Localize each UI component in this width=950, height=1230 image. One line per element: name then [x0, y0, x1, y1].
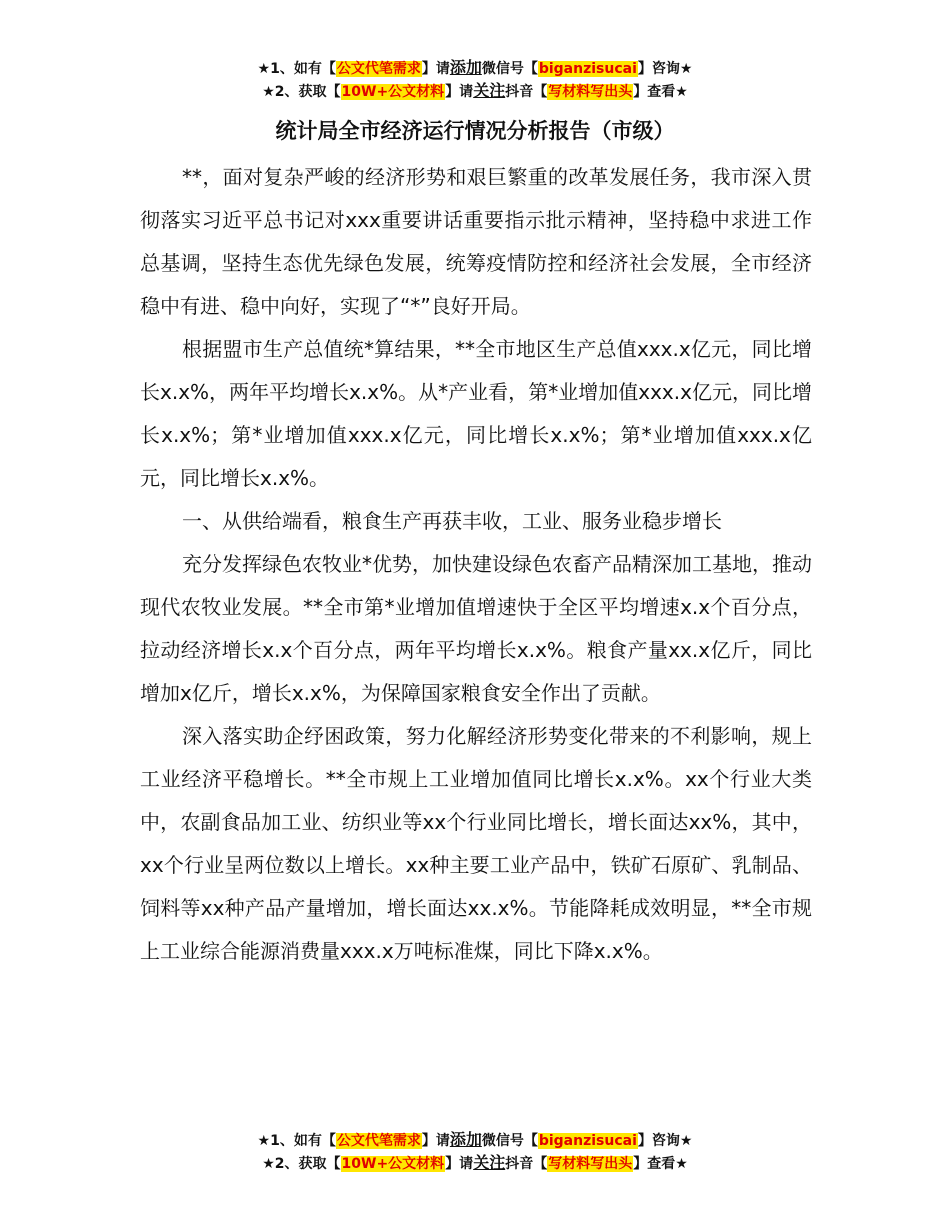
- promo-text: 】请: [445, 1156, 474, 1172]
- promo-line-1: [0, 57, 950, 80]
- document-title: 统计局全市经济运行情况分析报告（市级）: [275, 119, 675, 143]
- paragraph-industry: 深入落实助企纾困政策，努力化解经济形势变化带来的不利影响，规上工业经济平稳增长。**全市规上工业增加值同比增长x.x%。xx个行业大类中，农副食品加工业、纺织业等xx个行业同比增长，增长面达xx%，其中，xx个行业呈两位数以上增长。xx种主要工业产品中，铁矿石原矿、乳制品、饲料等xx种产品产量增加，增长面达xx.x%。节能降耗成效明显，**全市规上工业综合能源消费量xxx.x万吨标准煤，同比下降x.x%。: [140, 724, 812, 963]
- promo-text: ★2、获取【: [262, 1156, 341, 1172]
- paragraph-gdp: 根据盟市生产总值统*算结果，**全市地区生产总值xxx.x亿元，同比增长x.x%，两年平均增长x.x%。从*产业看，第*业增加值xxx.x亿元，同比增长x.x%；第*业增加值xxx.x亿元，同比增长x.x%；第*业增加值xxx.x亿元，同比增长x.x%。: [140, 337, 812, 490]
- promo-text: 】请: [421, 61, 450, 77]
- paragraph-intro: **，面对复杂严峻的经济形势和艰巨繁重的改革发展任务，我市深入贯彻落实习近平总书记对xxx重要讲话重要指示批示精神，坚持稳中求进工作总基调，坚持生态优先绿色发展，统筹疫情防控和经济社会发展，全市经济稳中有进、稳中向好，实现了“*”良好开局。: [140, 165, 812, 318]
- promo-highlight: 公文代笔需求: [336, 61, 421, 77]
- promo-underline-text: 关注: [473, 1153, 506, 1172]
- promo-text: 】咨询★: [637, 61, 693, 77]
- promo-underline-text: 添加: [449, 1130, 482, 1149]
- promo-line-1: [0, 1129, 950, 1152]
- promo-text: 】请: [421, 1133, 450, 1149]
- promo-text: 】请: [445, 84, 474, 100]
- promo-highlight: 写材料写出头: [548, 84, 633, 100]
- paragraph-agriculture: 充分发挥绿色农牧业*优势，加快建设绿色农畜产品精深加工基地，推动现代农牧业发展。**全市第*业增加值增速快于全区平均增速x.x个百分点，拉动经济增长x.x个百分点，两年平均增长x.x%。粮食产量xx.x亿斤，同比增加x亿斤，增长x.x%，为保障国家粮食安全作出了贡献。: [140, 552, 812, 705]
- promo-highlight: 10W+公文材料: [341, 1156, 445, 1172]
- promo-highlight: 写材料写出头: [548, 1156, 633, 1172]
- promo-text: 抖音【: [505, 1156, 548, 1172]
- document-body: [140, 156, 812, 973]
- section-heading: 一、从供给端看，粮食生产再获丰收，工业、服务业稳步增长: [182, 509, 722, 533]
- promo-text: 】咨询★: [637, 1133, 693, 1149]
- promo-highlight: biganzisucai: [538, 61, 637, 77]
- promo-text: 微信号【: [481, 1133, 538, 1149]
- promo-line-2: [0, 80, 950, 103]
- promo-text: ★1、如有【: [257, 1133, 336, 1149]
- promo-highlight: 10W+公文材料: [341, 84, 445, 100]
- promo-text: 抖音【: [505, 84, 548, 100]
- promo-text: 】查看★: [633, 84, 688, 100]
- promo-text: 微信号【: [481, 61, 538, 77]
- promo-line-2: [0, 1152, 950, 1175]
- promo-underline-text: 添加: [449, 58, 482, 77]
- promo-banner-top: [0, 57, 950, 103]
- promo-highlight: 公文代笔需求: [336, 1133, 421, 1149]
- promo-underline-text: 关注: [473, 81, 506, 100]
- promo-text: ★2、获取【: [262, 84, 341, 100]
- promo-text: ★1、如有【: [257, 61, 336, 77]
- promo-banner-bottom: [0, 1129, 950, 1175]
- promo-text: 】查看★: [633, 1156, 688, 1172]
- promo-highlight: biganzisucai: [538, 1133, 637, 1149]
